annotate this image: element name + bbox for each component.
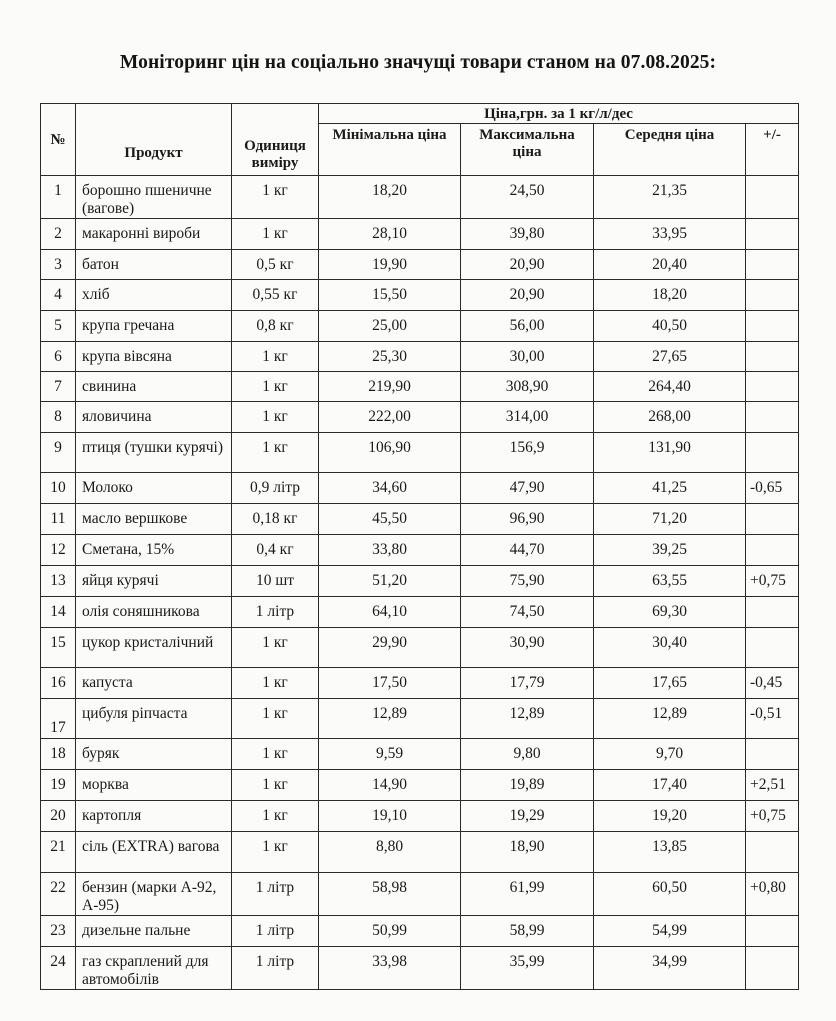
min-price: 25,30 bbox=[319, 342, 461, 372]
table-row bbox=[41, 566, 799, 597]
row-number: 4 bbox=[41, 280, 76, 311]
unit-of-measure: 10 шт bbox=[232, 566, 319, 597]
avg-price: 20,40 bbox=[594, 250, 746, 280]
max-price: 19,29 bbox=[461, 801, 594, 832]
header-price-group: Ціна,грн. за 1 кг/л/дес bbox=[319, 104, 799, 124]
avg-price: 63,55 bbox=[594, 566, 746, 597]
row-number: 7 bbox=[41, 372, 76, 402]
avg-price: 34,99 bbox=[594, 947, 746, 990]
unit-of-measure: 1 кг bbox=[232, 739, 319, 770]
max-price: 47,90 bbox=[461, 473, 594, 504]
product-name: Молоко bbox=[76, 473, 232, 504]
product-name: яйця курячі bbox=[76, 566, 232, 597]
min-price: 18,20 bbox=[319, 176, 461, 219]
row-number: 18 bbox=[41, 739, 76, 770]
unit-of-measure: 1 кг bbox=[232, 770, 319, 801]
unit-of-measure: 1 кг bbox=[232, 668, 319, 699]
max-price: 156,9 bbox=[461, 433, 594, 473]
row-number: 6 bbox=[41, 342, 76, 372]
product-name: бензин (марки А-92, А-95) bbox=[76, 873, 232, 916]
row-number: 1 bbox=[41, 176, 76, 219]
max-price: 30,90 bbox=[461, 628, 594, 668]
unit-of-measure: 1 літр bbox=[232, 947, 319, 990]
table-row bbox=[41, 832, 799, 873]
table-row bbox=[41, 504, 799, 535]
avg-price: 71,20 bbox=[594, 504, 746, 535]
product-name: масло вершкове bbox=[76, 504, 232, 535]
max-price: 74,50 bbox=[461, 597, 594, 628]
page-title: Моніторинг цін на соціально значущі товари станом на 07.08.2025: bbox=[119, 52, 717, 73]
max-price: 314,00 bbox=[461, 402, 594, 433]
max-price: 61,99 bbox=[461, 873, 594, 916]
product-name: Сметана, 15% bbox=[76, 535, 232, 566]
min-price: 219,90 bbox=[319, 372, 461, 402]
unit-of-measure: 0,4 кг bbox=[232, 535, 319, 566]
unit-of-measure: 0,18 кг bbox=[232, 504, 319, 535]
unit-of-measure: 1 кг bbox=[232, 699, 319, 739]
price-change: +0,75 bbox=[746, 566, 799, 597]
price-change bbox=[746, 739, 799, 770]
product-name: буряк bbox=[76, 739, 232, 770]
table-row bbox=[41, 219, 799, 250]
price-change bbox=[746, 832, 799, 873]
table-row bbox=[41, 473, 799, 504]
price-change bbox=[746, 342, 799, 372]
table-row bbox=[41, 628, 799, 668]
row-number: 5 bbox=[41, 311, 76, 342]
table-row bbox=[41, 770, 799, 801]
header-diff: +/- bbox=[746, 124, 799, 176]
row-number: 9 bbox=[41, 433, 76, 473]
min-price: 15,50 bbox=[319, 280, 461, 311]
table-row bbox=[41, 535, 799, 566]
unit-of-measure: 1 кг bbox=[232, 176, 319, 219]
min-price: 58,98 bbox=[319, 873, 461, 916]
unit-of-measure: 1 літр bbox=[232, 916, 319, 947]
table-row bbox=[41, 873, 799, 916]
product-name: яловичина bbox=[76, 402, 232, 433]
product-name: цукор кристалічний bbox=[76, 628, 232, 668]
row-number: 20 bbox=[41, 801, 76, 832]
min-price: 25,00 bbox=[319, 311, 461, 342]
table-row bbox=[41, 342, 799, 372]
max-price: 20,90 bbox=[461, 250, 594, 280]
table-row bbox=[41, 280, 799, 311]
max-price: 19,89 bbox=[461, 770, 594, 801]
table-row bbox=[41, 597, 799, 628]
price-change bbox=[746, 372, 799, 402]
max-price: 9,80 bbox=[461, 739, 594, 770]
max-price: 24,50 bbox=[461, 176, 594, 219]
row-number: 3 bbox=[41, 250, 76, 280]
row-number: 24 bbox=[41, 947, 76, 990]
product-name: борошно пшеничне (вагове) bbox=[76, 176, 232, 219]
product-name: олія соняшникова bbox=[76, 597, 232, 628]
table-row bbox=[41, 311, 799, 342]
table-row bbox=[41, 433, 799, 473]
min-price: 14,90 bbox=[319, 770, 461, 801]
price-change: +2,51 bbox=[746, 770, 799, 801]
price-change bbox=[746, 311, 799, 342]
max-price: 39,80 bbox=[461, 219, 594, 250]
product-name: газ скраплений для автомобілів bbox=[76, 947, 232, 990]
min-price: 222,00 bbox=[319, 402, 461, 433]
price-change bbox=[746, 402, 799, 433]
max-price: 96,90 bbox=[461, 504, 594, 535]
table-row bbox=[41, 699, 799, 739]
min-price: 51,20 bbox=[319, 566, 461, 597]
unit-of-measure: 1 літр bbox=[232, 597, 319, 628]
min-price: 19,10 bbox=[319, 801, 461, 832]
max-price: 56,00 bbox=[461, 311, 594, 342]
table-row bbox=[41, 947, 799, 990]
avg-price: 12,89 bbox=[594, 699, 746, 739]
table-row bbox=[41, 668, 799, 699]
price-change: -0,45 bbox=[746, 668, 799, 699]
min-price: 8,80 bbox=[319, 832, 461, 873]
avg-price: 268,00 bbox=[594, 402, 746, 433]
max-price: 20,90 bbox=[461, 280, 594, 311]
min-price: 33,80 bbox=[319, 535, 461, 566]
product-name: картопля bbox=[76, 801, 232, 832]
price-monitoring-table bbox=[40, 103, 799, 990]
header-min-price: Мінімальна ціна bbox=[319, 124, 461, 176]
max-price: 308,90 bbox=[461, 372, 594, 402]
max-price: 58,99 bbox=[461, 916, 594, 947]
product-name: хліб bbox=[76, 280, 232, 311]
avg-price: 40,50 bbox=[594, 311, 746, 342]
row-number: 17 bbox=[41, 699, 76, 739]
product-name: батон bbox=[76, 250, 232, 280]
avg-price: 18,20 bbox=[594, 280, 746, 311]
unit-of-measure: 1 кг bbox=[232, 801, 319, 832]
price-change bbox=[746, 535, 799, 566]
table-row bbox=[41, 801, 799, 832]
min-price: 19,90 bbox=[319, 250, 461, 280]
header-max-price: Максимальна ціна bbox=[461, 124, 594, 176]
price-change: -0,51 bbox=[746, 699, 799, 739]
unit-of-measure: 0,9 літр bbox=[232, 473, 319, 504]
row-number: 14 bbox=[41, 597, 76, 628]
min-price: 12,89 bbox=[319, 699, 461, 739]
max-price: 12,89 bbox=[461, 699, 594, 739]
price-change bbox=[746, 597, 799, 628]
table-row bbox=[41, 176, 799, 219]
min-price: 106,90 bbox=[319, 433, 461, 473]
row-number: 8 bbox=[41, 402, 76, 433]
product-name: свинина bbox=[76, 372, 232, 402]
header-product: Продукт bbox=[76, 104, 232, 176]
product-name: крупа гречана bbox=[76, 311, 232, 342]
price-change bbox=[746, 176, 799, 219]
row-number: 16 bbox=[41, 668, 76, 699]
product-name: дизельне пальне bbox=[76, 916, 232, 947]
avg-price: 264,40 bbox=[594, 372, 746, 402]
header-avg-price: Середня ціна bbox=[594, 124, 746, 176]
row-number: 22 bbox=[41, 873, 76, 916]
avg-price: 9,70 bbox=[594, 739, 746, 770]
product-name: сіль (EXTRA) вагова bbox=[76, 832, 232, 873]
product-name: цибуля ріпчаста bbox=[76, 699, 232, 739]
row-number: 11 bbox=[41, 504, 76, 535]
avg-price: 30,40 bbox=[594, 628, 746, 668]
min-price: 45,50 bbox=[319, 504, 461, 535]
price-change bbox=[746, 219, 799, 250]
min-price: 34,60 bbox=[319, 473, 461, 504]
max-price: 35,99 bbox=[461, 947, 594, 990]
min-price: 28,10 bbox=[319, 219, 461, 250]
product-name: морква bbox=[76, 770, 232, 801]
avg-price: 39,25 bbox=[594, 535, 746, 566]
price-change bbox=[746, 916, 799, 947]
row-number: 15 bbox=[41, 628, 76, 668]
max-price: 18,90 bbox=[461, 832, 594, 873]
price-change bbox=[746, 947, 799, 990]
min-price: 50,99 bbox=[319, 916, 461, 947]
unit-of-measure: 1 кг bbox=[232, 219, 319, 250]
header-unit: Одиниця виміру bbox=[232, 104, 319, 176]
row-number: 13 bbox=[41, 566, 76, 597]
product-name: крупа вівсяна bbox=[76, 342, 232, 372]
row-number: 19 bbox=[41, 770, 76, 801]
avg-price: 131,90 bbox=[594, 433, 746, 473]
header-number: № bbox=[41, 104, 76, 176]
max-price: 17,79 bbox=[461, 668, 594, 699]
product-name: макаронні вироби bbox=[76, 219, 232, 250]
avg-price: 17,65 bbox=[594, 668, 746, 699]
max-price: 44,70 bbox=[461, 535, 594, 566]
unit-of-measure: 0,5 кг bbox=[232, 250, 319, 280]
unit-of-measure: 1 кг bbox=[232, 832, 319, 873]
table-row bbox=[41, 372, 799, 402]
table-row bbox=[41, 402, 799, 433]
price-change bbox=[746, 504, 799, 535]
unit-of-measure: 1 кг bbox=[232, 628, 319, 668]
row-number: 12 bbox=[41, 535, 76, 566]
product-name: птиця (тушки курячі) bbox=[76, 433, 232, 473]
avg-price: 13,85 bbox=[594, 832, 746, 873]
row-number: 23 bbox=[41, 916, 76, 947]
avg-price: 21,35 bbox=[594, 176, 746, 219]
unit-of-measure: 1 літр bbox=[232, 873, 319, 916]
min-price: 64,10 bbox=[319, 597, 461, 628]
unit-of-measure: 1 кг bbox=[232, 342, 319, 372]
row-number: 2 bbox=[41, 219, 76, 250]
min-price: 29,90 bbox=[319, 628, 461, 668]
price-change: +0,80 bbox=[746, 873, 799, 916]
max-price: 30,00 bbox=[461, 342, 594, 372]
table-row bbox=[41, 250, 799, 280]
unit-of-measure: 1 кг bbox=[232, 433, 319, 473]
product-name: капуста bbox=[76, 668, 232, 699]
unit-of-measure: 0,8 кг bbox=[232, 311, 319, 342]
avg-price: 54,99 bbox=[594, 916, 746, 947]
min-price: 9,59 bbox=[319, 739, 461, 770]
max-price: 75,90 bbox=[461, 566, 594, 597]
unit-of-measure: 1 кг bbox=[232, 372, 319, 402]
price-change: +0,75 bbox=[746, 801, 799, 832]
unit-of-measure: 1 кг bbox=[232, 402, 319, 433]
row-number: 21 bbox=[41, 832, 76, 873]
min-price: 33,98 bbox=[319, 947, 461, 990]
price-change bbox=[746, 628, 799, 668]
avg-price: 17,40 bbox=[594, 770, 746, 801]
avg-price: 41,25 bbox=[594, 473, 746, 504]
row-number: 10 bbox=[41, 473, 76, 504]
min-price: 17,50 bbox=[319, 668, 461, 699]
avg-price: 60,50 bbox=[594, 873, 746, 916]
avg-price: 69,30 bbox=[594, 597, 746, 628]
avg-price: 19,20 bbox=[594, 801, 746, 832]
price-change: -0,65 bbox=[746, 473, 799, 504]
unit-of-measure: 0,55 кг bbox=[232, 280, 319, 311]
avg-price: 27,65 bbox=[594, 342, 746, 372]
price-change bbox=[746, 433, 799, 473]
table-row bbox=[41, 916, 799, 947]
price-change bbox=[746, 250, 799, 280]
avg-price: 33,95 bbox=[594, 219, 746, 250]
table-row bbox=[41, 739, 799, 770]
price-change bbox=[746, 280, 799, 311]
